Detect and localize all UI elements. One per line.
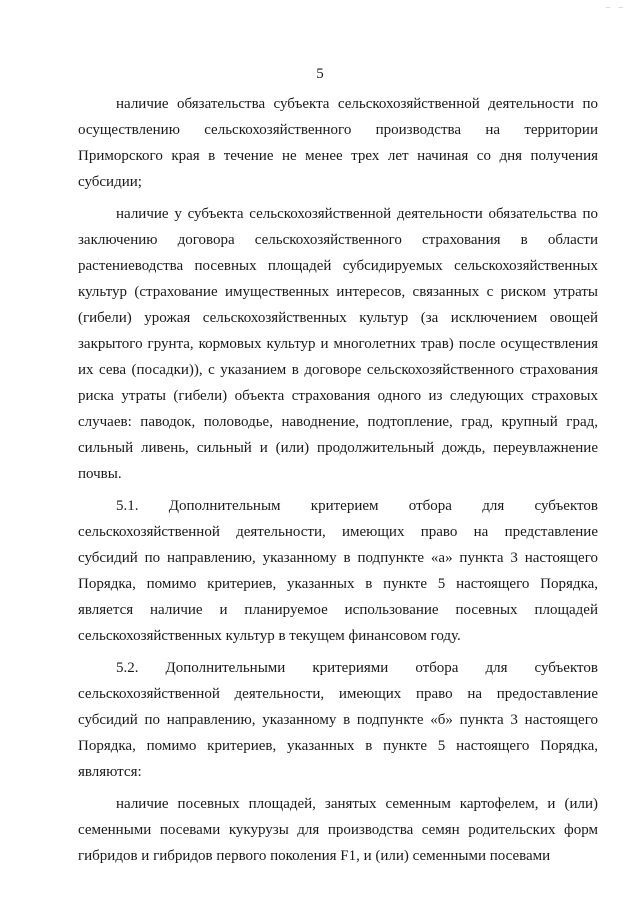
document-body — [78, 91, 598, 869]
paragraph-5-2: 5.2. Дополнительными критериями отбора для субъектов сельскохозяйственной деятельности, имеющих право на предоставление субсидий по направлению, указанному в подпункте «б» пункта 3 настоящего Порядка, помимо критериев, указанных в пункте 5 настоящего Порядка, являются: — [78, 660, 598, 780]
paragraph-obligation-insurance: наличие у субъекта сельскохозяйственной деятельности обязательства по заключению договора сельскохозяйственного страхования в области растениеводства посевных площадей субсидируемых сельскохозяйственных культур (страхование имущественных интересов, связанных с риском утраты (гибели) урожая сельскохозяйственных культур (за исключением овощей закрытого грунта, кормовых культур и многолетних трав) после осуществления их сева (посадки)), с указанием в договоре сельскохозяйственного страхования риска утраты (гибели) объекта страхования одного из следующих страховых случаев: паводок, половодье, наводнение, подтопление, град, крупный град, сильный ливень, сильный и (или) продолжительный дождь, переувлажнение почвы. — [78, 206, 598, 482]
corner-mark: – – — [605, 2, 626, 12]
page-number: 5 — [316, 66, 324, 82]
paragraph-seed-areas: наличие посевных площадей, занятых семенным картофелем, и (или) семенными посевами кукурузы для производства семян родительских форм гибридов и гибридов первого поколения F1, и (или) семенными посевами — [78, 796, 598, 864]
paragraph-obligation-production: наличие обязательства субъекта сельскохозяйственной деятельности по осуществлению сельскохозяйственного производства на территории Приморского края в течение не менее трех лет начиная со дня получения субсидии; — [78, 96, 598, 190]
paragraph-5-1: 5.1. Дополнительным критерием отбора для субъектов сельскохозяйственной деятельности, имеющих право на представление субсидий по направлению, указанному в подпункте «а» пункта 3 настоящего Порядка, помимо критериев, указанных в пункте 5 настоящего Порядка, является наличие и планируемое использование посевных площадей сельскохозяйственных культур в текущем финансовом году. — [78, 498, 598, 644]
